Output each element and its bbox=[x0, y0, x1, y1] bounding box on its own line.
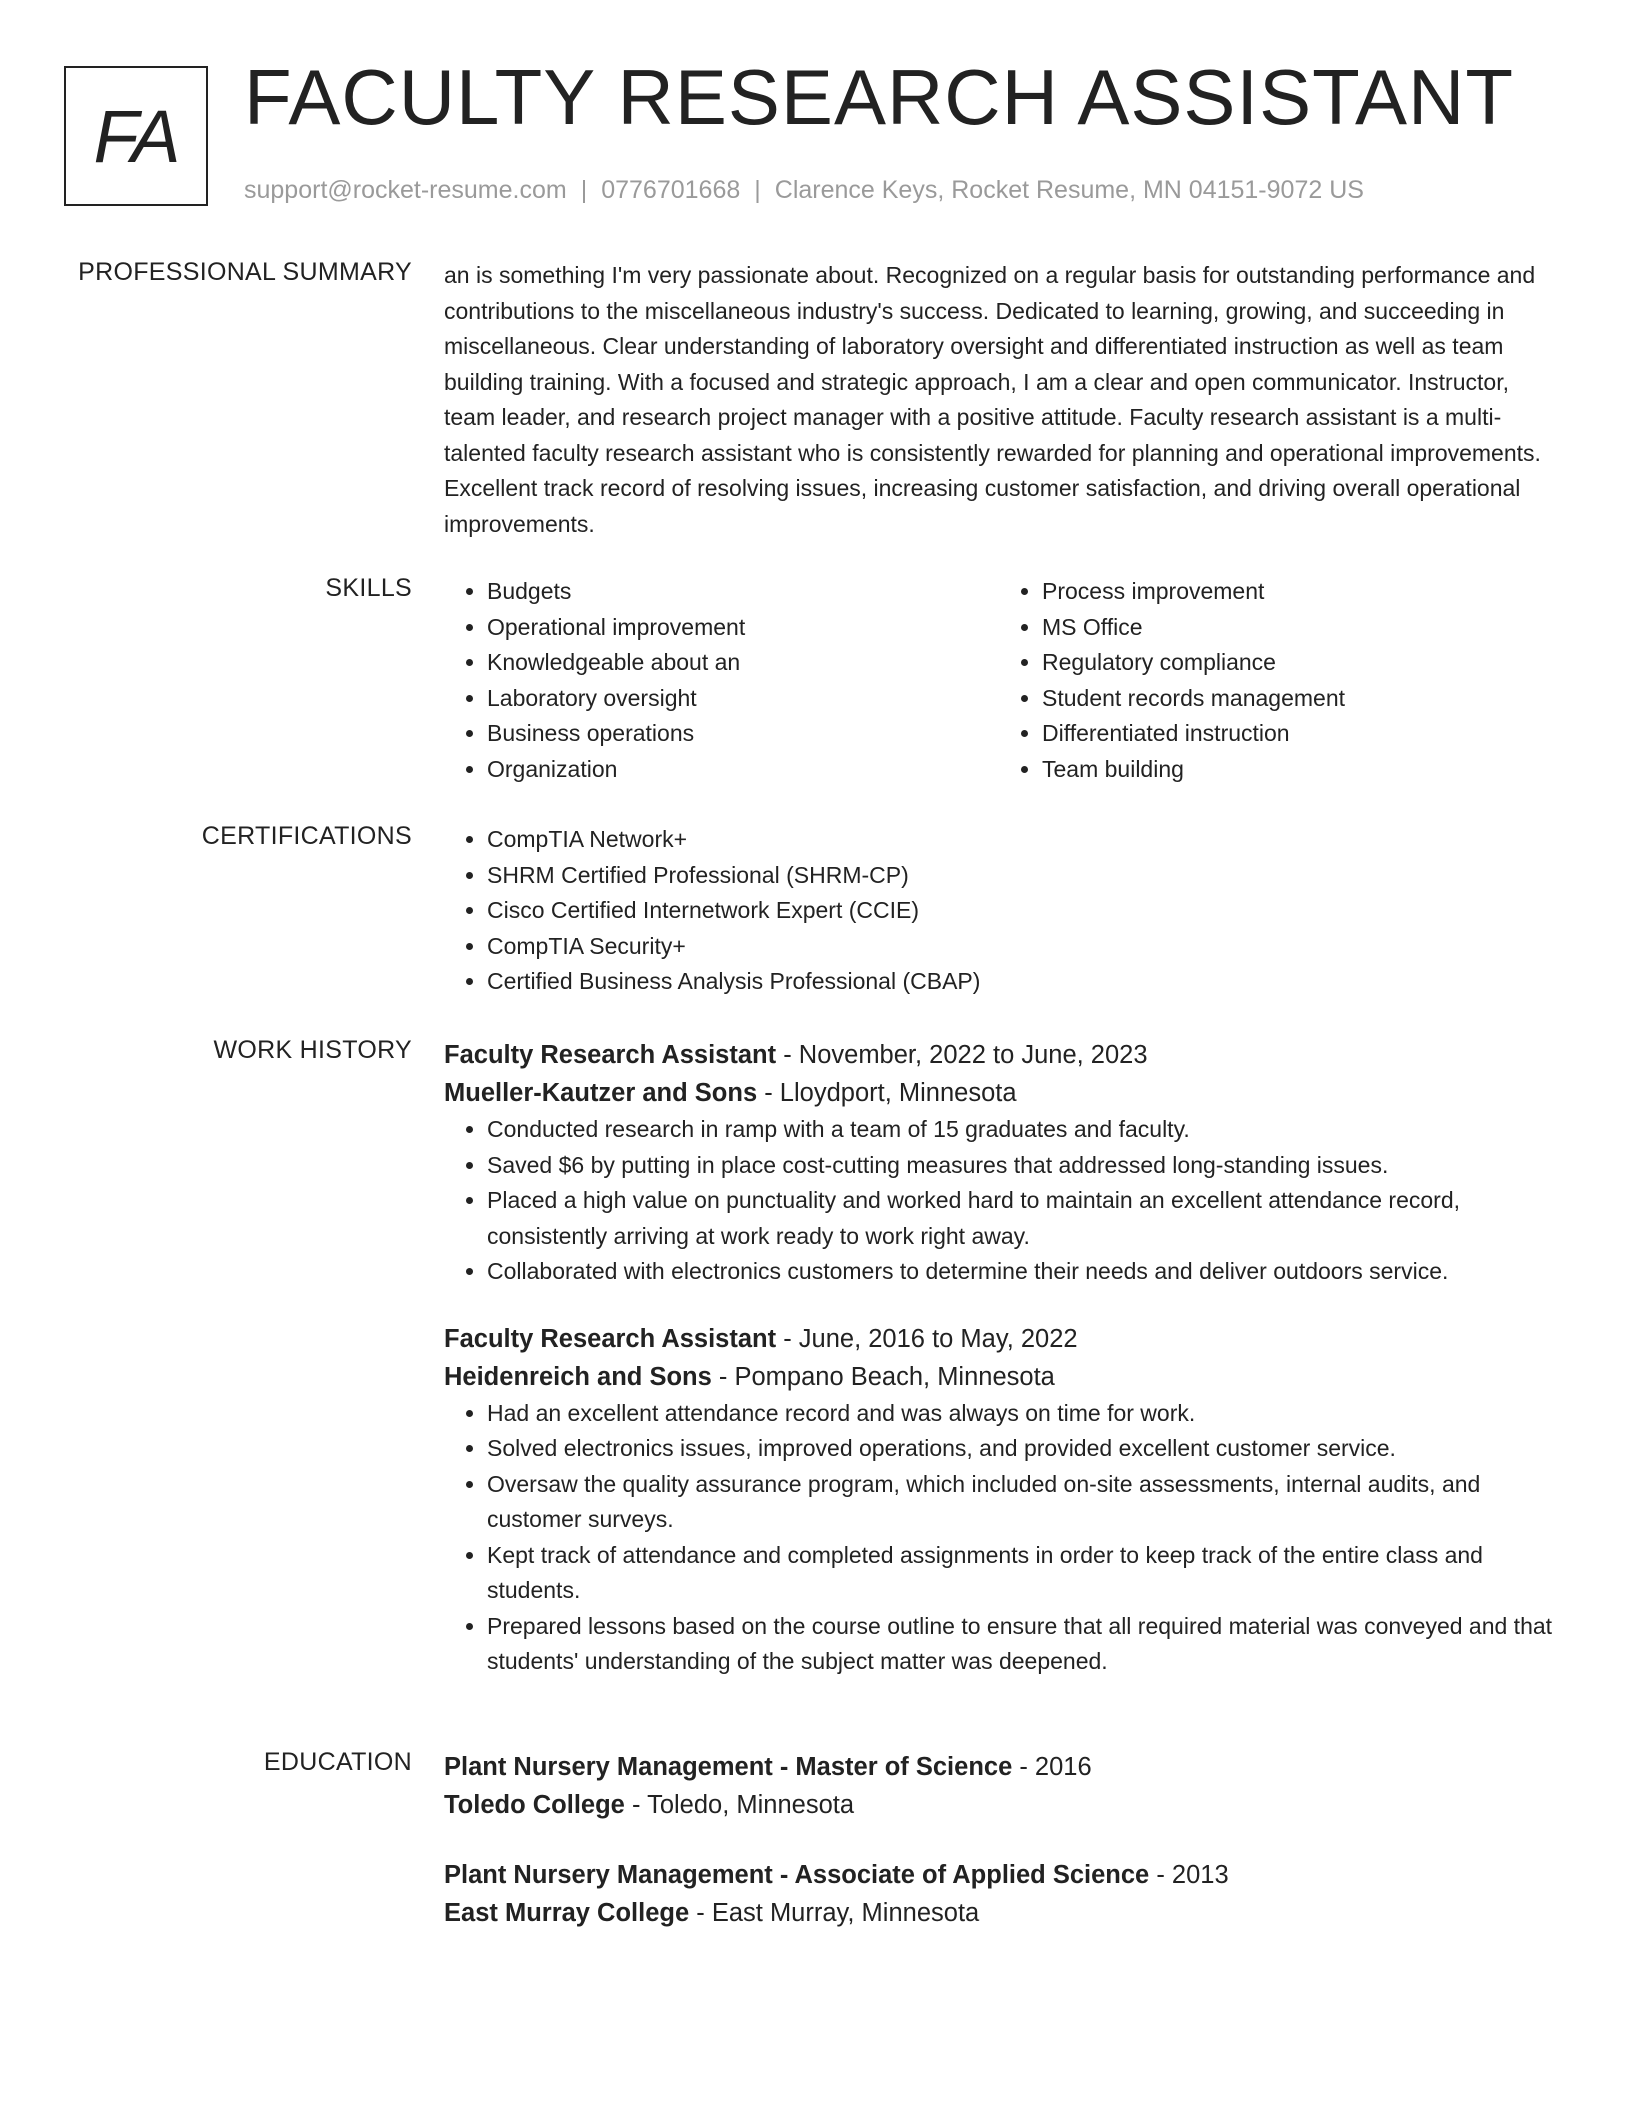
contact-separator: | bbox=[580, 176, 588, 204]
skill-item: • MS Office bbox=[1042, 610, 1554, 646]
education-year: - 2013 bbox=[1149, 1861, 1229, 1889]
skills-list-left bbox=[444, 574, 999, 787]
job-bullet: • Kept track of attendance and completed assignments in order to keep track of the entire class and students. bbox=[487, 1538, 1554, 1609]
skill-item: • Knowledgeable about an bbox=[487, 645, 999, 681]
contact-email[interactable]: support@rocket-resume.com bbox=[244, 176, 567, 204]
job-entry bbox=[444, 1320, 1554, 1680]
job-bullet: • Placed a high value on punctuality and worked hard to maintain an excellent attendance record, consistently arriving at work ready to work right away. bbox=[487, 1183, 1554, 1254]
summary-body bbox=[444, 258, 1554, 542]
skills-heading: SKILLS bbox=[325, 574, 412, 602]
job-dates: - June, 2016 to May, 2022 bbox=[776, 1324, 1078, 1353]
skill-item: • Regulatory compliance bbox=[1042, 645, 1554, 681]
skills-body bbox=[444, 574, 1554, 787]
contact-phone[interactable]: 0776701668 bbox=[601, 176, 741, 204]
job-entry bbox=[444, 1036, 1554, 1290]
job-bullets bbox=[444, 1396, 1554, 1680]
work-history-body bbox=[444, 1036, 1554, 1680]
education-school: Toledo College bbox=[444, 1791, 625, 1819]
job-location: - Lloydport, Minnesota bbox=[757, 1079, 1017, 1107]
monogram-logo: FA bbox=[64, 66, 208, 206]
summary-text: an is something I'm very passionate about. Recognized on a regular basis for outstanding performance and contributions to the miscellaneous industry's success. Dedicated to learning, growing, and succeeding in miscellaneous. Clear understanding of laboratory oversight and differentiated instruction as well as team building training. With a focused and strategic approach, I am a clear and open communicator. Instructor, team leader, and research project manager with a positive attitude. Faculty research assistant is a multi-talented faculty research assistant who is consistently rewarded for planning and operational improvements. Excellent track record of resolving issues, increasing customer satisfaction, and driving overall operational improvements. bbox=[444, 262, 1541, 537]
job-dates: - November, 2022 to June, 2023 bbox=[776, 1041, 1148, 1069]
education-location: - East Murray, Minnesota bbox=[689, 1899, 980, 1927]
job-bullet: • Prepared lessons based on the course outline to ensure that all required material was conveyed and that students' understanding of the subject matter was deepened. bbox=[487, 1609, 1554, 1680]
job-bullet: • Saved $6 by putting in place cost-cutting measures that addressed long-standing issues. bbox=[487, 1148, 1554, 1184]
job-role: Faculty Research Assistant bbox=[444, 1324, 777, 1353]
education-degree-line bbox=[444, 1748, 1554, 1786]
job-bullet: • Collaborated with electronics customers to determine their needs and deliver outdoors service. bbox=[487, 1254, 1554, 1290]
education-heading: EDUCATION bbox=[263, 1748, 412, 1776]
certification-item: • SHRM Certified Professional (SHRM-CP) bbox=[487, 858, 1554, 894]
certifications-list bbox=[444, 822, 1554, 1000]
skill-item: • Student records management bbox=[1042, 681, 1554, 717]
job-bullet: • Conducted research in ramp with a team of 15 graduates and faculty. bbox=[487, 1112, 1554, 1148]
job-location: - Pompano Beach, Minnesota bbox=[711, 1362, 1055, 1391]
education-degree: Plant Nursery Management - Associate of Applied Science bbox=[444, 1861, 1150, 1889]
skill-item: • Organization bbox=[487, 752, 999, 788]
work-history-heading: WORK HISTORY bbox=[213, 1036, 412, 1064]
certifications-body bbox=[444, 822, 1554, 1000]
education-entry bbox=[444, 1856, 1554, 1932]
certification-item: • CompTIA Security+ bbox=[487, 929, 1554, 965]
education-entry bbox=[444, 1748, 1554, 1824]
summary-heading: PROFESSIONAL SUMMARY bbox=[78, 258, 412, 286]
job-company-line bbox=[444, 1358, 1554, 1396]
contact-address: Clarence Keys, Rocket Resume, MN 04151-9072 US bbox=[774, 176, 1364, 204]
skill-item: • Business operations bbox=[487, 716, 999, 752]
certification-item: • Cisco Certified Internetwork Expert (CCIE) bbox=[487, 893, 1554, 929]
certification-item: • CompTIA Network+ bbox=[487, 822, 1554, 858]
skill-item: • Budgets bbox=[487, 574, 999, 610]
education-school-line bbox=[444, 1786, 1554, 1824]
job-title-line bbox=[444, 1036, 1554, 1074]
contact-line bbox=[244, 176, 1364, 205]
education-school-line bbox=[444, 1894, 1554, 1932]
job-company: Heidenreich and Sons bbox=[444, 1362, 712, 1391]
skill-item: • Team building bbox=[1042, 752, 1554, 788]
education-degree-line bbox=[444, 1856, 1554, 1894]
skills-list-right bbox=[999, 574, 1554, 787]
education-degree: Plant Nursery Management - Master of Science bbox=[444, 1753, 1013, 1781]
job-bullet: • Solved electronics issues, improved operations, and provided excellent customer service. bbox=[487, 1431, 1554, 1467]
job-company: Mueller-Kautzer and Sons bbox=[444, 1079, 758, 1107]
job-bullets bbox=[444, 1112, 1554, 1290]
skill-item: • Laboratory oversight bbox=[487, 681, 999, 717]
education-body bbox=[444, 1748, 1554, 1932]
education-school: East Murray College bbox=[444, 1899, 690, 1927]
skill-item: • Differentiated instruction bbox=[1042, 716, 1554, 752]
certification-item: • Certified Business Analysis Professional (CBAP) bbox=[487, 964, 1554, 1000]
skill-item: • Process improvement bbox=[1042, 574, 1554, 610]
job-title-line bbox=[444, 1320, 1554, 1358]
job-bullet: • Had an excellent attendance record and was always on time for work. bbox=[487, 1396, 1554, 1432]
job-role: Faculty Research Assistant bbox=[444, 1041, 777, 1069]
education-location: - Toledo, Minnesota bbox=[624, 1791, 855, 1819]
contact-separator: | bbox=[754, 176, 761, 204]
education-year: - 2016 bbox=[1012, 1753, 1092, 1781]
skill-item: • Operational improvement bbox=[487, 610, 999, 646]
job-bullet: • Oversaw the quality assurance program, which included on-site assessments, internal audits, and customer surveys. bbox=[487, 1467, 1554, 1538]
certifications-heading: CERTIFICATIONS bbox=[201, 822, 412, 850]
candidate-name: FACULTY RESEARCH ASSISTANT bbox=[244, 53, 1514, 141]
job-company-line bbox=[444, 1074, 1554, 1112]
